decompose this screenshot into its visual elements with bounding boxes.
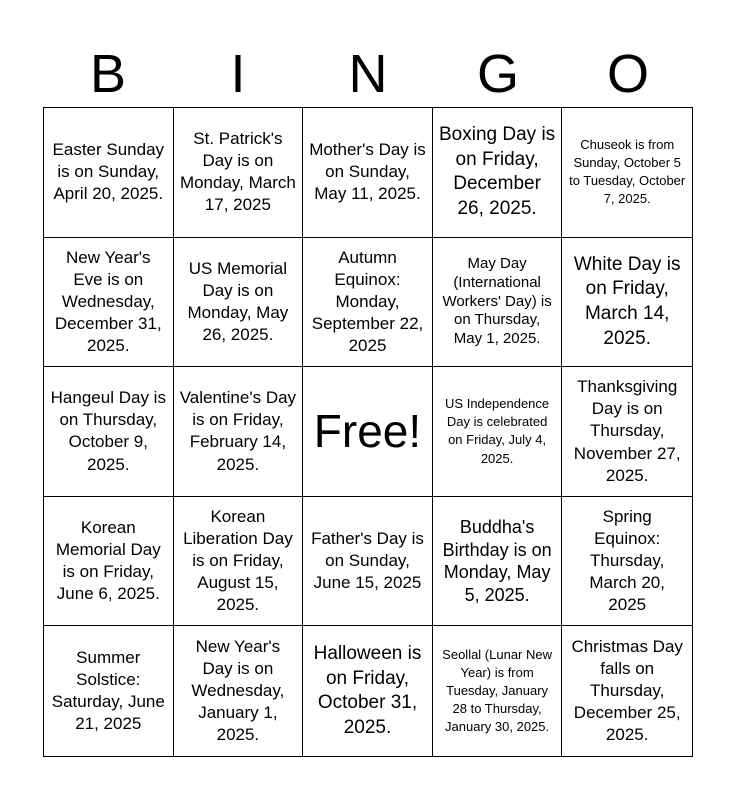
free-space[interactable] bbox=[303, 367, 433, 497]
header-letter-n: N bbox=[348, 44, 388, 104]
bingo-cell[interactable] bbox=[562, 626, 692, 756]
bingo-cell[interactable] bbox=[433, 238, 563, 368]
bingo-cell[interactable] bbox=[562, 367, 692, 497]
bingo-cell[interactable] bbox=[174, 626, 304, 756]
bingo-cell[interactable] bbox=[44, 626, 174, 756]
bingo-header bbox=[43, 40, 693, 108]
bingo-cell[interactable] bbox=[44, 238, 174, 368]
cell-text: New Year's Eve is on Wednesday, December 31, 2025. bbox=[54, 247, 162, 356]
cell-text: Korean Memorial Day is on Friday, June 6, 2025. bbox=[55, 517, 161, 604]
cell-text: White Day is on Friday, March 14, 2025. bbox=[573, 253, 681, 349]
bingo-cell[interactable] bbox=[174, 497, 304, 627]
cell-text: Seollal (Lunar New Year) is from Tuesday, January 28 to Thursday, January 30, 2025. bbox=[442, 646, 553, 735]
bingo-cell[interactable] bbox=[433, 367, 563, 497]
bingo-cell[interactable] bbox=[44, 367, 174, 497]
bingo-cell[interactable] bbox=[44, 497, 174, 627]
cell-text: St. Patrick's Day is on Monday, March 17, 2025 bbox=[179, 129, 296, 215]
cell-text: Valentine's Day is on Friday, February 14, 2025. bbox=[179, 388, 297, 474]
bingo-cell[interactable] bbox=[174, 367, 304, 497]
bingo-cell[interactable] bbox=[433, 626, 563, 756]
cell-text: Halloween is on Friday, October 31, 2025. bbox=[313, 642, 422, 738]
header-letter-g: G bbox=[476, 44, 519, 104]
header-letter-i: I bbox=[230, 44, 246, 104]
cell-text: Chuseok is from Sunday, October 5 to Tuesday, October 7, 2025. bbox=[569, 136, 686, 207]
bingo-cell[interactable] bbox=[174, 238, 304, 368]
bingo-cell[interactable] bbox=[303, 626, 433, 756]
cell-text: Boxing Day is on Friday, December 26, 2025. bbox=[439, 123, 556, 219]
bingo-cell[interactable] bbox=[44, 108, 174, 238]
bingo-cell[interactable] bbox=[562, 238, 692, 368]
cell-text: May Day (International Workers' Day) is on Thursday, May 1, 2025. bbox=[442, 255, 552, 348]
cell-text: US Independence Day is celebrated on Friday, July 4, 2025. bbox=[445, 396, 550, 466]
cell-text: Mother's Day is on Sunday, May 11, 2025. bbox=[309, 140, 426, 204]
cell-text: Buddha's Birthday is on Monday, May 5, 2025. bbox=[442, 517, 552, 605]
cell-text: Easter Sunday is on Sunday, April 20, 2025. bbox=[52, 140, 165, 204]
bingo-cell[interactable] bbox=[562, 497, 692, 627]
cell-text: Autumn Equinox: Monday, September 22, 2025 bbox=[311, 247, 424, 356]
cell-text: Spring Equinox: Thursday, March 20, 2025 bbox=[589, 506, 665, 615]
cell-text: New Year's Day is on Wednesday, January 1, 2025. bbox=[191, 636, 285, 745]
bingo-cell[interactable] bbox=[174, 108, 304, 238]
cell-text: Hangeul Day is on Thursday, October 9, 2025. bbox=[50, 388, 166, 474]
header-letter-o: O bbox=[606, 44, 649, 104]
header-letter-b: B bbox=[89, 44, 127, 104]
cell-text: Father's Day is on Sunday, June 15, 2025 bbox=[311, 528, 424, 593]
cell-text: Summer Solstice: Saturday, June 21, 2025 bbox=[51, 648, 165, 734]
bingo-cell[interactable] bbox=[303, 497, 433, 627]
cell-text: Korean Liberation Day is on Friday, August 15, 2025. bbox=[183, 506, 293, 615]
bingo-cell[interactable] bbox=[562, 108, 692, 238]
bingo-cell[interactable] bbox=[433, 497, 563, 627]
bingo-cell[interactable] bbox=[433, 108, 563, 238]
free-space-label: Free! bbox=[313, 405, 422, 458]
bingo-board bbox=[43, 107, 693, 757]
cell-text: Thanksgiving Day is on Thursday, November 27, 2025. bbox=[573, 377, 681, 485]
cell-text: US Memorial Day is on Monday, May 26, 2025. bbox=[187, 258, 289, 344]
bingo-cell[interactable] bbox=[303, 108, 433, 238]
cell-text: Christmas Day falls on Thursday, December 25, 2025. bbox=[571, 636, 683, 745]
bingo-cell[interactable] bbox=[303, 238, 433, 368]
